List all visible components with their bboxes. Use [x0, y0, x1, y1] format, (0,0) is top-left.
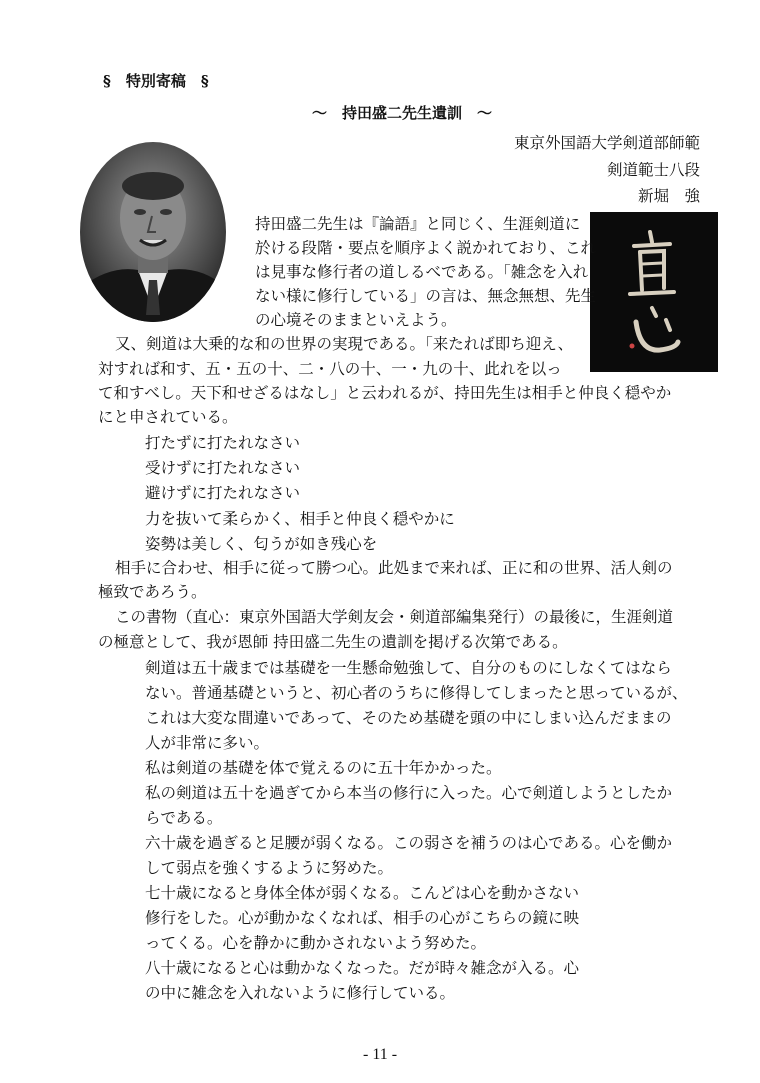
testament-line: 人が非常に多い。: [145, 734, 270, 752]
article-title: ～ 持田盛二先生遺訓 ～: [312, 104, 493, 122]
teaching-line: 打たずに打たれなさい: [145, 434, 301, 452]
body-line: 持田盛二先生は『論語』と同じく、生涯剣道に: [255, 215, 581, 233]
body-line: は見事な修行者の道しるべである。「雑念を入れ: [255, 263, 589, 281]
author-rank: 剣道範士八段: [606, 161, 700, 179]
testament-line: これは大変な間違いであって、そのため基礎を頭の中にしまい込んだままの: [145, 709, 672, 727]
testament-line: 六十歳を過ぎると足腰が弱くなる。この弱さを補うのは心である。心を働か: [145, 834, 673, 852]
testament-line: して弱点を強くするように努めた。: [145, 859, 394, 877]
testament-line: ってくる。心を静かに動かされないよう努めた。: [145, 934, 487, 952]
body-line: 極致であろう。: [98, 583, 207, 601]
body-line: この書物（直心：東京外国語大学剣友会・剣道部編集発行）の最後に，生涯剣道: [115, 608, 674, 626]
testament-line: 七十歳になると身体全体が弱くなる。こんどは心を動かさない: [145, 884, 580, 902]
teaching-line: 避けずに打たれなさい: [145, 484, 301, 502]
testament-line: らである。: [145, 809, 223, 827]
body-line: 於ける段階・要点を順序よく説かれており、これ: [255, 239, 597, 257]
testament-line: 私の剣道は五十を過ぎてから本当の修行に入った。心で剣道しようとしたか: [145, 784, 673, 802]
testament-line: ない。普通基礎というと、初心者のうちに修得してしまったと思っているが、: [145, 684, 688, 702]
teaching-line: 力を抜いて柔らかく、相手と仲良く穏やかに: [145, 510, 455, 528]
calligraphy-scroll-icon: [590, 212, 718, 372]
teaching-line: 受けずに打たれなさい: [145, 459, 301, 477]
testament-line: 私は剣道の基礎を体で覚えるのに五十年かかった。: [145, 759, 502, 777]
body-line: て和すべし。天下和せざるはなし」と云われるが、持田先生は相手と仲良く穏やか: [98, 384, 672, 402]
body-line: ない様に修行している」の言は、無念無想、先生: [255, 287, 597, 305]
testament-line: 剣道は五十歳までは基礎を一生懸命勉強して、自分のものにしなくてはなら: [145, 659, 672, 677]
body-line: の極意として、我が恩師 持田盛二先生の遺訓を掲げる次第である。: [98, 633, 568, 651]
testament-line: 修行をした。心が動かなくなれば、相手の心がこちらの鏡に映: [145, 909, 580, 927]
testament-line: 八十歳になると心は動かなくなった。だが時々雑念が入る。心: [145, 959, 580, 977]
body-line: 相手に合わせ、相手に従って勝つ心。此処まで来れば、正に和の世界、活人剣の: [115, 559, 673, 577]
section-header: § 特別寄稿 §: [103, 72, 209, 90]
portrait-photo-icon: [78, 140, 228, 324]
body-line: 対すれば和す、五・五の十、二・八の十、一・九の十、此れを以っ: [98, 360, 562, 378]
testament-line: の中に雑念を入れないように修行している。: [145, 984, 456, 1002]
page-number: - 11 -: [363, 1046, 398, 1063]
teaching-line: 姿勢は美しく、匂うが如き残心を: [145, 535, 378, 553]
author-affiliation: 東京外国語大学剣道部師範: [513, 134, 700, 152]
body-line: 又、剣道は大乗的な和の世界の実現である。「来たれば即ち迎え、: [115, 335, 574, 353]
body-line: にと申されている。: [98, 408, 238, 426]
body-line: の心境そのままといえよう。: [255, 311, 457, 329]
author-name: 新堀 強: [637, 187, 700, 205]
